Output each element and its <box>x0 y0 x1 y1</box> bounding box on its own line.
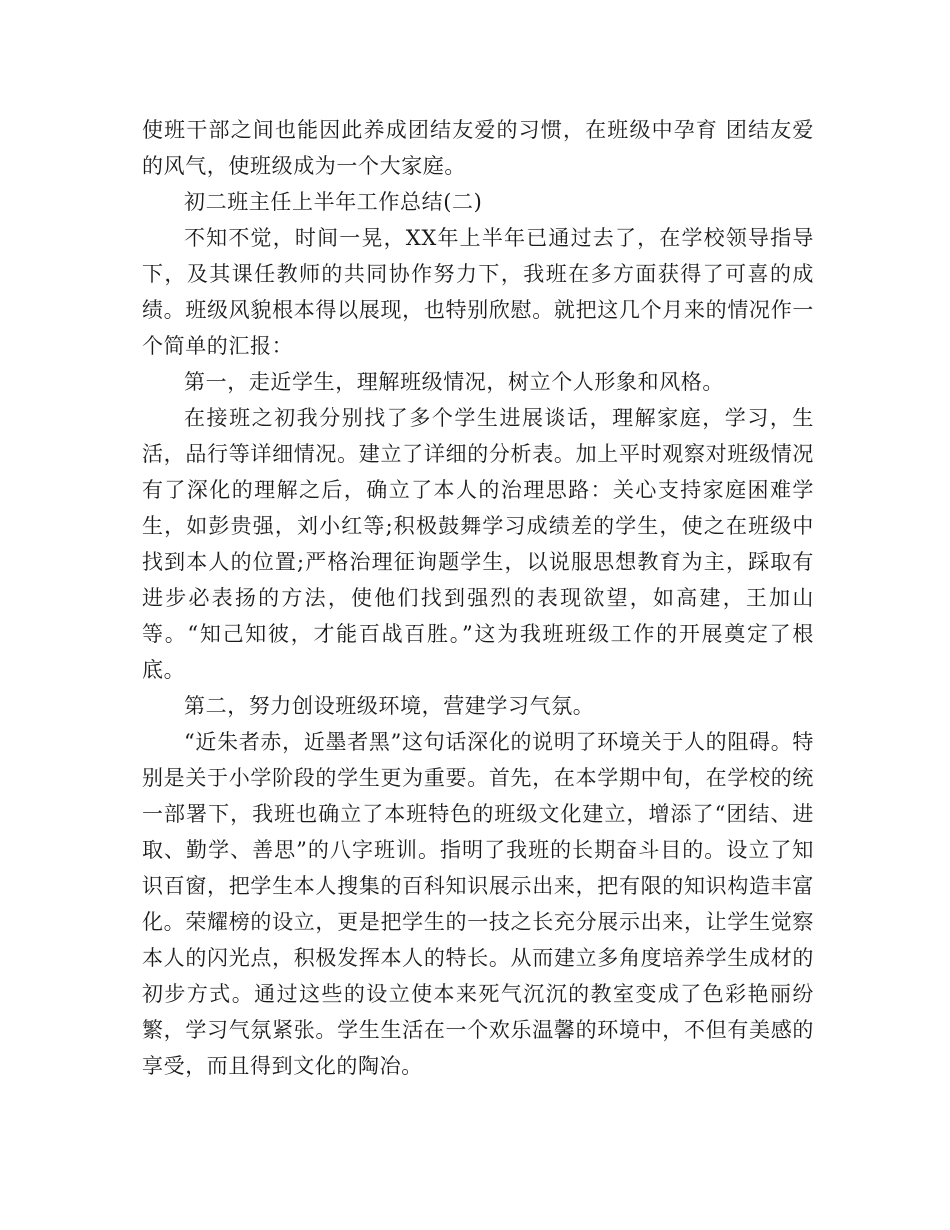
paragraph-first-point: 在接班之初我分别找了多个学生进展谈话，理解家庭，学习，生活，品行等详细情况。建立了详细的分析表。加上平时观察对班级情况有了深化的理解之后，确立了本人的治理思路：关心支持家庭困难学生，如彭贵强，刘小红等;积极鼓舞学习成绩差的学生，使之在班级中找到本人的位置;严格治理征询题学生，以说服思想教育为主，踩取有进步必表扬的方法，使他们找到强烈的表现欲望，如高建，王加山等。“知己知彼，才能百战百胜。”这为我班班级工作的开展奠定了根底。 <box>142 406 814 682</box>
heading-first-point: 第一，走近学生，理解班级情况，树立个人形象和风格。 <box>184 370 724 394</box>
section-title-2: 初二班主任上半年工作总结(二) <box>184 190 483 214</box>
paragraph-1: 使班干部之间也能因此养成团结友爱的习惯，在班级中孕育 团结友爱的风气，使班级成为一个大家庭。 <box>142 118 814 178</box>
heading-second-point: 第二，努力创设班级环境，营建学习气氛。 <box>184 694 595 718</box>
paragraph-intro: 不知不觉，时间一晃，XX年上半年已通过去了，在学校领导指导下，及其课任教师的共同协作努力下，我班在多方面获得了可喜的成绩。班级风貌根本得以展现，也特别欣慰。就把这几个月来的情况作一个简单的汇报： <box>142 226 814 358</box>
paragraph-second-point: “近朱者赤，近墨者黑”这句话深化的说明了环境关于人的阻碍。特别是关于小学阶段的学生更为重要。首先，在本学期中旬，在学校的统一部署下，我班也确立了本班特色的班级文化建立，增添了“团结、进取、勤学、善思”的八字班训。指明了我班的长期奋斗目的。设立了知识百窗，把学生本人搜集的百科知识展示出来，把有限的知识构造丰富化。荣耀榜的设立，更是把学生的一技之长充分展示出来，让学生觉察本人的闪光点，积极发挥本人的特长。从而建立多角度培养学生成材的初步方式。通过这些的设立使本来死气沉沉的教室变成了色彩艳丽纷繁，学习气氛紧张。学生生活在一个欢乐温馨的环境中，不但有美感的享受，而且得到文化的陶冶。 <box>142 730 814 1078</box>
document-body <box>142 112 814 1084</box>
